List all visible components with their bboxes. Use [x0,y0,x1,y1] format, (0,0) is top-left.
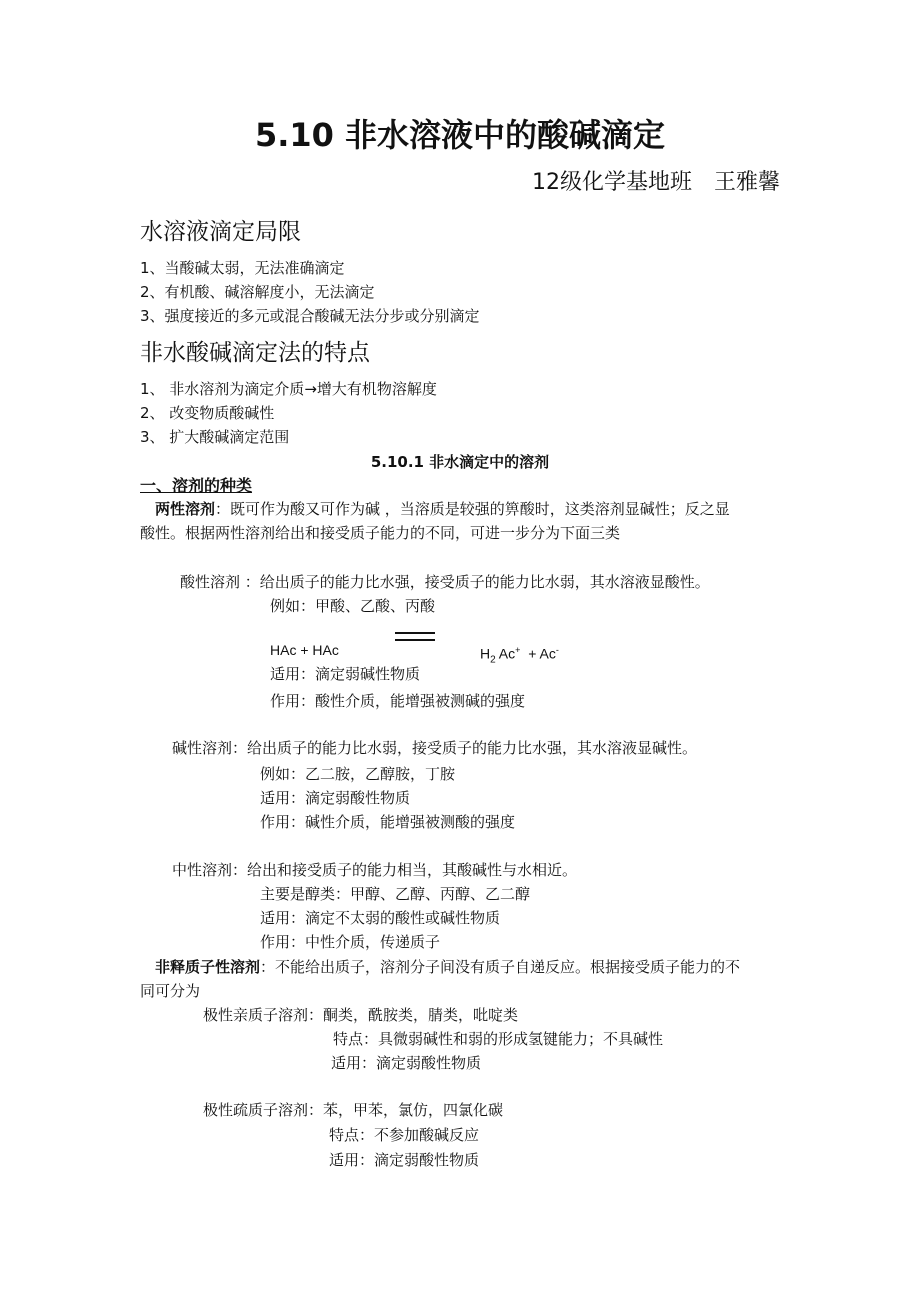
protophilic-use: 适用：滴定弱酸性物质 [331,1054,482,1072]
base-role: 作用：碱性介质，能增强被测酸的强度 [260,813,516,831]
eq-h: H [480,645,491,662]
eq-rest: + Ac [520,645,556,662]
list-item: 3、强度接近的多元或混合酸碱无法分步或分别滴定 [140,307,480,325]
list-item: 1、 非水溶剂为滴定介质→增大有机物溶解度 [140,380,437,398]
neutral-solvent-def: 中性溶剂：给出和接受质子的能力相当，其酸碱性与水相近。 [172,861,578,879]
acid-role: 作用：酸性介质，能增强被测碱的强度 [270,692,526,710]
page-title: 5.10 非水溶液中的酸碱滴定 [254,116,666,154]
eq-sup: - [555,645,559,655]
list-item: 2、 改变物质酸碱性 [140,404,275,422]
paragraph-aprotic [155,957,740,977]
neutral-example: 主要是醇类：甲醇、乙醇、丙醇、乙二醇 [260,885,531,903]
acid-solvent-def: 酸性溶剂 ：给出质子的能力比水强，接受质子的能力比水弱，其水溶液显酸性。 [180,573,710,591]
protophilic-feature: 特点：具微弱碱性和弱的形成氢键能力；不具碱性 [333,1030,664,1048]
list-item: 3、 扩大酸碱滴定范围 [140,428,290,446]
protophobic-def: 极性疏质子溶剂：苯，甲苯，氯仿，四氯化碳 [203,1101,504,1119]
list-item: 2、有机酸、碱溶解度小，无法滴定 [140,283,375,301]
protophobic-feature: 特点：不参加酸碱反应 [329,1126,480,1144]
author-line: 12级化学基地班 王雅馨 [532,170,780,195]
term: 两性溶剂 [155,500,216,518]
base-use: 适用：滴定弱酸性物质 [260,789,411,807]
term: 非释质子性溶剂 [155,958,261,976]
acid-use: 适用：滴定弱碱性物质 [270,665,421,683]
neutral-use: 适用：滴定不太弱的酸性或碱性物质 [260,909,501,927]
heading-limits: 水溶液滴定局限 [140,219,301,245]
protophilic-def: 极性亲质子溶剂：酮类，酰胺类，腈类，吡啶类 [203,1006,519,1024]
subsection-heading: 一、溶剂的种类 [140,476,253,495]
paragraph-line: 酸性。根据两性溶剂给出和接受质子能力的不同，可进一步分为下面三类 [140,524,621,542]
heading-features: 非水酸碱滴定法的特点 [140,340,370,366]
paragraph-amphiprotic [155,499,730,519]
equation-right [480,640,559,670]
section-heading: 5.10.1 非水滴定中的溶剂 [370,453,550,471]
equilibrium-arrow-icon [395,630,435,644]
eq-sup: + [515,645,521,655]
base-example: 例如：乙二胺，乙醇胺，丁胺 [260,765,456,783]
neutral-role: 作用：中性介质，传递质子 [260,933,441,951]
text: ：既可作为酸又可作为碱 ，当溶质是较强的箅酸时，这类溶剂显碱性；反之显 [215,500,730,518]
equation-left: HAc + HAc [270,642,339,658]
eq-ac: Ac [495,645,516,662]
protophobic-use: 适用：滴定弱酸性物质 [329,1151,480,1169]
paragraph-line: 同可分为 [140,982,201,1000]
text: ：不能给出质子，溶剂分子间没有质子自递反应。根据接受质子能力的不 [260,958,741,976]
base-solvent-def: 碱性溶剂：给出质子的能力比水弱，接受质子的能力比水强，其水溶液显碱性。 [172,739,698,757]
eq-sub: 2 [490,654,496,666]
acid-example: 例如：甲酸、乙酸、丙酸 [270,597,436,615]
list-item: 1、当酸碱太弱，无法准确滴定 [140,259,345,277]
